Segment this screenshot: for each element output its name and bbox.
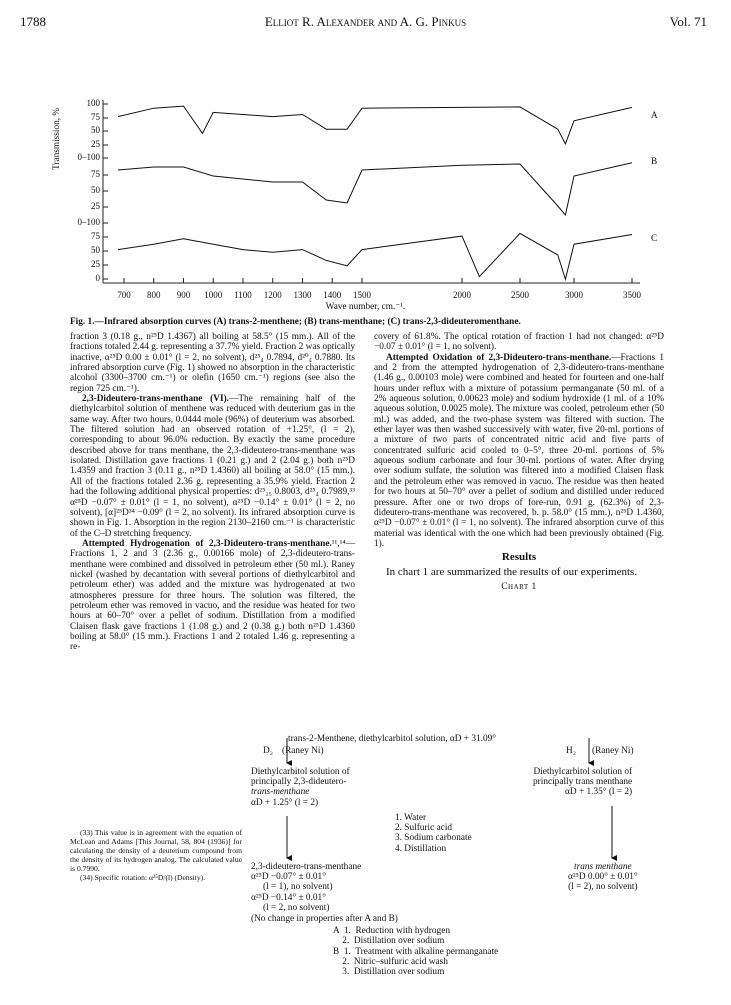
series-label-a: A <box>651 111 658 121</box>
y-tick-label: 0–100 <box>77 152 100 162</box>
x-tick-label: 1100 <box>234 290 252 300</box>
section-hydrogenation <box>70 539 355 653</box>
footnotes <box>70 828 242 882</box>
y-tick-label: 50 <box>91 185 100 195</box>
volume-label: Vol. 71 <box>669 14 707 29</box>
series-line-a <box>118 106 632 144</box>
footnote-34: (34) Specific rotation: α²⁵D/(l) (Density). <box>80 873 206 882</box>
series-label-b: B <box>651 157 658 167</box>
series-line-b <box>118 163 632 215</box>
chart1-a-list: A 1. Reduction with hydrogen 2. Distillation over sodium <box>333 926 450 947</box>
x-axis-label: Wave number, cm.⁻¹. <box>325 302 406 312</box>
x-tick-label: 1300 <box>293 290 312 300</box>
chart1-right-box: Diethylcarbitol solution of principally trans menthane αD + 1.35° (l = 2) <box>533 767 633 798</box>
x-tick-label: 3000 <box>565 290 583 300</box>
x-tick-label: 1500 <box>353 290 371 300</box>
section-oxidation <box>374 353 664 550</box>
section-hydrogenation-heading: Attempted Hydrogenation of 2,3-Dideutero-trans-menthane. <box>82 538 332 549</box>
figure-caption: Fig. 1.—Infrared absorption curves (A) trans-2-menthene; (B) trans-menthane; (C) trans-2,3-dideuteromenthane. <box>70 317 521 327</box>
results-paragraph: In chart 1 are summarized the results of our experiments. <box>386 565 638 578</box>
right-column <box>374 332 664 594</box>
section-vi-heading: 2,3-Dideutero-trans-menthane (VI). <box>82 394 230 405</box>
x-tick-label: 900 <box>176 290 191 300</box>
y-tick-label: 25 <box>91 139 100 149</box>
series-label-c: C <box>651 234 658 244</box>
section-hydrogenation-body: ¹¹,¹⁴—Fractions 1, 2 and 3 (2.36 g., 0.00166 mole) of 2,3-dideutero-trans-menthane were combined and dissolved in petroleum ether (50 ml.). Raney nickel (washed by decantation with several portions of diethylcarbitol and petroleum ether) was added and the mixture was hydrogenated at two atmospheres pressure for three hours. The solution was filtered, the petroleum ether was removed in vacuo, and the residue was heated for two hours at 60–70° over a pellet of sodium. Distillation from a modified Claisen flask gave fractions 1 (1.08 g.) and 2 (0.38 g.) both n²⁵D 1.4360 boiling at 58.0° (15 mm.). Fractions 1 and 2 totaled 1.46 g. representing a re- <box>70 538 355 653</box>
series-line-c <box>118 233 632 279</box>
y-tick-label: 25 <box>91 201 100 211</box>
chart1-left-catalyst: (Raney Ni) <box>282 746 324 756</box>
x-tick-label: 800 <box>146 290 161 300</box>
y-tick-label: 25 <box>91 259 100 269</box>
x-tick-label: 2000 <box>453 290 471 300</box>
y-tick-label: 0 <box>95 273 100 283</box>
section-vi-body: —The remaining half of the diethylcarbitol solution of menthene was reduced with deuterium gas in the same way. After two hours, 0.0444 mole (96%) of deuterium was absorbed. The filtered solution had an observed rotation of +1.25°, (l = 2), corresponding to about 96.0% reduction. By exactly the same procedure described above for trans menthane, the 2,3-dideutero-trans-menthane was isolated. Distillation gave fractions 1 (0.21 g.) and 2 (2.04 g.) both n²⁵D 1.4359 and fraction 3 (0.11 g., n²⁵D 1.4360) all boiling at 58.0° (15 mm.). All of the fractions totaled 2.36 g. representing a 35.9% yield. Fraction 2 had the following additional physical properties: d²⁵₂₅ 0.8003, d²⁵₄ 0.7989,³³ α²⁵D −0.07° ± 0.01° (l = 1, no solvent), α²⁵D −0.14° ± 0.01° (l = 2, no solvent), [α]²⁵D³⁴ −0.09° (l = 2, no solvent). Its infrared absorption curve is shown in Fig. 1. Absorption in the region 2130–2160 cm.⁻¹ is characteristic of the C–D stretching frequency. <box>70 394 355 539</box>
left-column <box>70 332 355 653</box>
chart1-top-line: trans-2-Menthene, diethylcarbitol solution, αD + 31.09° <box>288 734 496 744</box>
ir-figure <box>0 0 731 330</box>
section-vi <box>70 394 355 539</box>
chart1-steps: 1. Water 2. Sulfuric acid 3. Sodium carbonate 4. Distillation <box>395 813 472 854</box>
x-tick-label: 1400 <box>323 290 342 300</box>
y-tick-label: 50 <box>91 125 100 135</box>
page-number: 1788 <box>20 14 46 29</box>
chart1-left-reagent: D₂ <box>263 746 273 756</box>
chart1-right-reagent: H₂ <box>566 746 576 756</box>
x-tick-label: 700 <box>117 290 131 300</box>
chart1-right-catalyst: (Raney Ni) <box>592 746 634 756</box>
chart1-left-box: Diethylcarbitol solution of principally 2,3-dideutero- trans-menthane αD + 1.25° (l = 2) <box>251 767 350 808</box>
results-heading: Results <box>501 551 537 564</box>
chart1-right-product: trans menthane α²⁵D 0.00° ± 0.01° (l = 2), no solvent) <box>568 862 638 893</box>
section-oxidation-heading: Attempted Oxidation of 2,3-Dideutero-trans-menthane. <box>386 352 612 363</box>
y-tick-label: 75 <box>91 231 100 241</box>
y-tick-label: 50 <box>91 245 100 255</box>
y-tick-label: 75 <box>91 112 100 122</box>
x-tick-label: 1000 <box>204 290 223 300</box>
chart1-left-product: 2,3-dideutero-trans-menthane α²⁵D −0.07° ± 0.01° (l = 1), no solvent) α²⁵D −0.14° ± 0.01° (l = 2, no solvent) <box>251 862 362 913</box>
y-tick-label: 100 <box>86 98 100 108</box>
y-tick-label: 0–100 <box>77 217 100 227</box>
y-axis-label: Transmission, % <box>52 107 62 170</box>
x-tick-label: 3500 <box>623 290 641 300</box>
y-tick-label: 75 <box>91 169 100 179</box>
x-tick-label: 2500 <box>511 290 529 300</box>
chart1-b-list: B 1. Treatment with alkaline permanganate 2. Nitric–sulfuric acid wash 3. Distillation over sodium <box>333 947 499 978</box>
chart1-no-change: (No change in properties after A and B) <box>251 914 398 924</box>
x-tick-label: 1200 <box>263 290 282 300</box>
footnote-33: (33) This value is in agreement with the equation of McLean and Adams [This Journal, 58, 804 (1936)] for calculating the density of a deuterium compound from the density of its hydrogen analog. The calculated value is 0.7990. <box>70 828 242 873</box>
chart1-title: Chart 1 <box>501 581 537 592</box>
running-head-authors: Elliot R. Alexander and A. G. Pinkus <box>264 14 467 29</box>
ir-chart-svg <box>0 0 731 300</box>
left-top-paragraph: fraction 3 (0.18 g., n²⁵D 1.4367) all boiling at 58.5° (15 mm.). All of the fractions totaled 2.44 g. representing a 37.7% yield. Fraction 2 was optically inactive, α²⁵D 0.00 ± 0.01° (l = 2, no solvent), d²⁵₄ 0.7894, d²⁰₄ 0.7880. Its infrared absorption curve (Fig. 1) showed no absorption in the characteristic alcohol (3300–3700 cm.⁻¹) or olefin (1650 cm.⁻¹) regions (see also the region 725 cm.⁻¹). <box>70 332 355 394</box>
right-top-paragraph: covery of 61.8%. The optical rotation of fraction 1 had not changed: α²⁵D −0.07 ± 0.01° (l = 1, no solvent). <box>374 332 664 353</box>
section-oxidation-body: —Fractions 1 and 2 from the attempted hydrogenation of 2,3-dideutero-trans-menthane (1.46 g., 0.00103 mole) were combined and heated for fourteen and one-half hours under reflux with a mixture of potassium permanganate (50 ml. of a 2% aqueous solution, 0.00623 mole) and sodium hydroxide (1 ml. of a 10% aqueous solution, 0.0025 mole). The mixture was cooled, petroleum ether (50 ml.) was added, and the two-phase system was filtered with suction. The ether layer was then washed successively with water, five 20-ml. portions of a mixture of two parts of concentrated nitric acid and five parts of concentrated sulfuric acid cooled to 0–5°, three 20-ml. portions of 5% aqueous sodium carbonate and four 30-ml. portions of water. After drying over sodium sulfate, the solution was filtered into a modified Claisen flask and the petroleum ether was removed in vacuo. The residue was then heated for two hours at 50–70° over a pellet of sodium and distilled under reduced pressure. After one or two drops of fore-run, 0.91 g. (62.3%) of 2,3-dideutero-trans-menthane was recovered, b. p. 58.0° (15 mm.), n²⁵D 1.4360, α²⁵D −0.07° ± 0.01° (l = 1, no solvent). The infrared absorption curve of this material was identical with the one which had been previously obtained (Fig. 1). <box>374 352 665 549</box>
